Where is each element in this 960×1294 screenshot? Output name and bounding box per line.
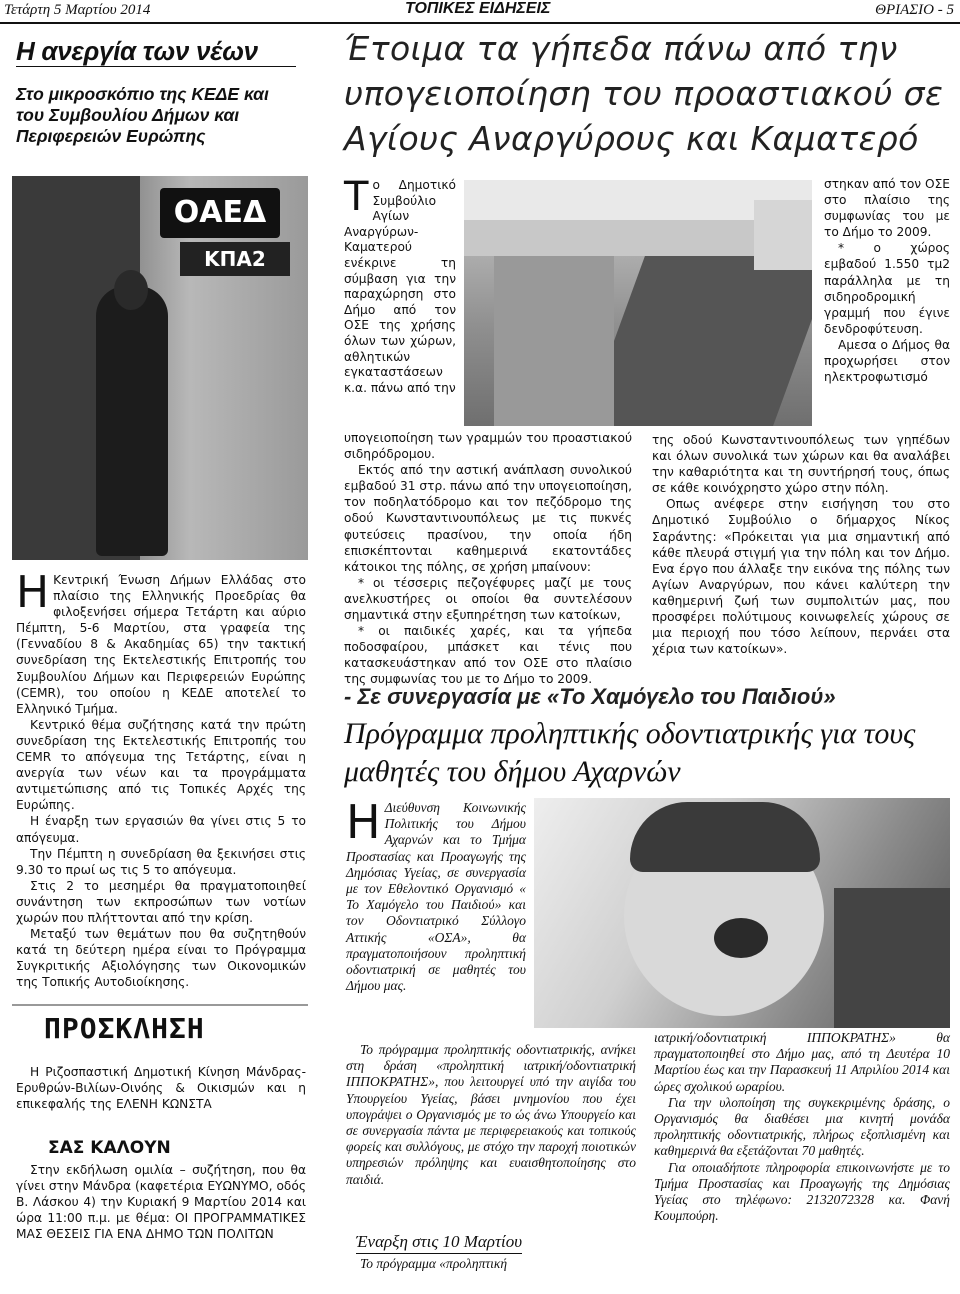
bottom-col1-body xyxy=(346,1042,636,1188)
building xyxy=(754,200,812,270)
bottom-col1-head xyxy=(346,795,526,994)
top-col1-body xyxy=(344,430,632,688)
top-col2-top: στηκαν από τον ΟΣΕ στο πλαίσιο της συμφωνίας του με το Δήμο το 2009. xyxy=(824,177,950,240)
bottom-right-p1: ιατρική/οδοντιατρική ΙΠΠΟΚΡΑΤΗΣ» θα πραγματοποιηθεί στο Δήμο μας, από τη Δευτέρα 10 Μαρτίου έως και την Παρασκευή 11 Απριλίου 2014 και ώρες σχολικού ωραρίου. xyxy=(654,1030,950,1094)
left-article-subtitle: Στο μικροσκόπιο της ΚΕΔΕ και του Συμβουλίου Δήμων και Περιφερειών Ευρώπης xyxy=(16,84,269,146)
dropcap-h2: Η xyxy=(346,795,381,849)
top-article-title: Έτοιμα τα γήπεδα πάνω από την υπογειοποίηση του προαστιακού σε Αγίους Αναργύρους και Καματερό xyxy=(344,29,944,158)
left-p4: Την Πέμπτη η συνεδρίαση θα ξεκινήσει στις 9.30 το πρωί ως τις 5 το απόγευμα. xyxy=(16,846,306,877)
left-article-title: Η ανεργία των νέων xyxy=(16,36,258,66)
top-col1-head-text: ο Δημοτικό Συμβούλιο Αγίων Αναργύρων-Καματερού ενέκρινε τη σύμβαση για την παραχώρηση στο Δήμο από τον ΟΣΕ της χρήσης όλων των χώρων, αθλητικών εγκαταστάσεων κ.α. πάνω από την xyxy=(344,178,456,395)
top-col2-p3: Αμεσα ο Δήμος θα προχωρήσει στον ηλεκτροφωτισμό xyxy=(824,337,950,385)
dropcap-t: Τ xyxy=(344,174,369,220)
top-col1-p4: * οι παιδικές χαρές, και τα γήπεδα ποδοσφαίρου, μπάσκετ και τένις που κατασκευάστηκαν από τον ΟΣΕ στο πλαίσιο της συμφωνίας του με το Δήμο το 2009. xyxy=(344,624,632,687)
page-number: ΘΡΙΑΣΙΟ - 5 xyxy=(875,2,954,18)
top-col2-p4: Οπως ανέφερε στην εισήγηση του στο Δημοτικό Συμβούλιο ο δήμαρχος Νίκος Σαράντης: «Πρόκειται για μια σημαντική από κάθε πλευρά στιγμή για την πόλη και τον Δήμο. Ενα έργο που άλλαξε την εικόνα της πόλης των Αγίων Αναργύρων, που κάνει καλύτερη την καθημερινή ζωή των συμπολιτών μας, που προσφέρει πολύτιμους κοινωφελείς χώρους σε μια περιοχή που τόσο λείπουν, περνάει στα χέρια των κατοίκων». xyxy=(652,497,950,657)
top-col1-p3: * οι τέσσερις πεζογέφυρες μαζί με τους ανελκυστήρες οι οποίοι θα συντελέσουν σημαντικά στην εξυπηρέτηση των κατοίκων, xyxy=(344,575,632,623)
title-underline xyxy=(16,66,296,67)
left-p3: Η έναρξη των εργασιών θα γίνει στις 5 το απόγευμα. xyxy=(16,814,306,845)
bottom-right-p3: Για οποιαδήποτε πληροφορία επικοινωνήστε με το Τμήμα Προστασίας και Προαγωγής της Δημόσιας Υγείας στο τηλέφωνο: 2132072328 κα. Φανή Κουμπούρη. xyxy=(654,1159,950,1224)
bottom-p1: Διεύθυνση Κοινωνικής Πολιτικής του Δήμου Αχαρνών και το Τμήμα Προστασίας και Προαγωγής της Δημόσιας Υγείας, σε συνεργασία με τον Εθελοντικό Οργανισμό « Το Χαμόγελο του Παιδιού» και τον Οδοντιατρικό Σύλλογο Αττικής «ΟΣΑ», θα πραγματοποιήσουν προληπτική οδοντιατρική σε μαθητές του Δήμου μας. xyxy=(346,800,526,994)
invitation-title: ΠΡΟΣΚΛΗΣΗ xyxy=(44,1012,205,1045)
top-col2-p2: * ο χώρος εμβαδού 1.550 τμ2 παράλληλα με τη σιδηροδρομική γραμμή που έγινε δενδροφύτευση. xyxy=(824,241,950,336)
section-name: ΤΟΠΙΚΕΣ ΕΙΔΗΣΕΙΣ xyxy=(405,0,551,17)
top-col2-head xyxy=(824,176,950,385)
bottom-article-title: Πρόγραμμα προληπτικής οδοντιατρικής για τους μαθητές του δήμου Αχαρνών xyxy=(344,717,916,788)
bottom-col2 xyxy=(654,1030,950,1224)
top-col2-tail: της οδού Κωνσταντινουπόλεως των γηπέδων και όλων συνολικά των χώρων και θα αναλάβει την καθαριότητα και τη συντήρησή τους, όπως σε κάθε κοινόχρηστο χώρο στην πόλη. xyxy=(652,433,950,496)
left-p6: Μεταξύ των θεμάτων που θα συζητηθούν κατά τη δεύτερη ημέρα είναι το Πρόγραμμα Συγκριτικής Αξιολόγησης των Οικονομικών της Τοπικής Αυτοδιοίκησης. xyxy=(16,927,306,990)
child-mouth xyxy=(714,918,768,958)
bottom-p2: Το πρόγραμμα προληπτικής οδοντιατρικής, ανήκει στη δράση «προληπτική ιατρική/οδοντιατρική ΙΠΠΟΚΡΑΤΗΣ», που λειτουργεί υπό την αιγίδα του Υπουργείου Υγείας, βάσει μνημονίου που έχει υπογράψει ο Οργανισμός με το ώς άνω Υπουργείο και σε συνεργασία πάντα με περιφερειακούς και τοπικούς φορείς και συλλόγους, με στόχο την παροχή ποιοτικών υπηρεσιών πρόληψης και ευαισθητοποίησης στο παιδιά. xyxy=(346,1042,636,1187)
walkway xyxy=(494,256,614,426)
kpa-sign: ΚΠΑ2 xyxy=(180,242,290,276)
invitation-intro: Η Ριζοσπαστική Δημοτική Κίνηση Μάνδρας-Ερυθρών-Βιλίων-Οινόης & Οικισμών και η επικεφαλής της ΕΛΕΝΗ ΚΩΝΣΤΑ xyxy=(16,1065,306,1112)
man-figure xyxy=(96,286,168,556)
left-article-body xyxy=(16,567,306,990)
bottom-subhead: Έναρξη στις 10 Μαρτίου xyxy=(356,1232,522,1254)
left-p1: Κεντρική Ένωση Δήμων Ελλάδας στο πλαίσιο της Ελληνικής Προεδρίας θα φιλοξενήσει σήμερα Τετάρτη και αύριο Πέμπτη, 5-6 Μαρτίου, στα γραφεία της (Γενναδίου 8 & Ακαδημίας 65) την τακτική συνεδρίαση της Εκτελεστικής Επιτροπής του Συμβουλίου Δήμων και Περιφερειών Ευρώπης (CEMR), του οποίου η ΚΕΔΕ αποτελεί το Ελληνικό Τμήμα. xyxy=(16,573,306,716)
bottom-p3-start: Το πρόγραμμα «προληπτική xyxy=(360,1256,508,1271)
top-col1-p2: Εκτός από την αστική ανάπλαση συνολικού εμβαδού 31 στρ. πάνω από την υπογειοποίηση, τον ποδηλατόδρομο και τον πεζόδρομο της οδού Κωνσταντινουπόλεως με τις πυκνές φυτεύσεις πρασίνου, την οποία ήδη επισκέπτονται καθημερινά εκατοντάδες κάτοικοι της πόλης, σε χρήση μπαίνουν: xyxy=(344,463,632,574)
invitation-body: Στην εκδήλωση ομιλία – συζήτηση, που θα γίνει στην Μάνδρα (καφετέρια ΕΥΩΝΥΜΟ, οδός Β. Λάσκου 4) την Κυριακή 9 Μαρτίου 2014 και ώρα 11:00 π.μ. με θέμα: ΟΙ ΠΡΟΓΡΑΜΜΑΤΙΚΕΣ ΜΑΣ ΘΕΣΕΙΣ ΓΙΑ ΕΝΑ ΔΗΜΟ ΤΩΝ ΠΟΛΙΤΩΝ xyxy=(16,1163,306,1242)
header-rule xyxy=(0,22,960,24)
invitation-rule xyxy=(12,1004,308,1006)
left-p2: Κεντρικό θέμα συζήτησης κατά την πρώτη συνεδρίαση της Εκτελεστικής Επιτροπής του CEMR το απόγευμα της Τετάρτης, είναι η ανεργία των νέων και τα προγράμματα αντιμετώπισης από τις Τοπικές Αρχές της Ευρώπης. xyxy=(16,717,306,813)
oaed-sign: ΟΑΕΔ xyxy=(160,188,280,238)
park-area xyxy=(583,256,812,426)
dentist-photo xyxy=(534,798,950,1028)
dentist-hand xyxy=(834,888,950,1028)
bottom-right-p2: Για την υλοποίηση της συγκεκριμένης δράσης, ο Οργανισμός θα διαθέσει μια κινητή μονάδα προληπτικής οδοντιατρικής, πλήρως εξοπλισμένη και καθημερινά θα εξετάζονται 70 μαθητές. xyxy=(654,1094,950,1159)
top-col1-head xyxy=(344,174,456,396)
top-col1-p1-tail: υπογειοποίηση των γραμμών του προαστιακού σιδηρόδρομου. xyxy=(344,431,632,462)
bottom-kicker: - Σε συνεργασία με «Το Χαμόγελο του Παιδιού» xyxy=(344,684,836,709)
man-head xyxy=(114,270,148,310)
invitation-heading: ΣΑΣ ΚΑΛΟΥΝ xyxy=(48,1138,171,1158)
left-p5: Στις 2 το μεσημέρι θα πραγματοποιηθεί συνάντηση των εκπροσώπων των νοτίων χωρών που πλήττονται από την κρίση. xyxy=(16,878,306,925)
railway-photo xyxy=(464,180,812,426)
top-col2-body xyxy=(652,432,950,657)
issue-date: Τετάρτη 5 Μαρτίου 2014 xyxy=(4,2,151,18)
child-hair xyxy=(630,802,820,872)
oaed-photo xyxy=(12,176,308,560)
dropcap-h: Η xyxy=(16,567,50,618)
